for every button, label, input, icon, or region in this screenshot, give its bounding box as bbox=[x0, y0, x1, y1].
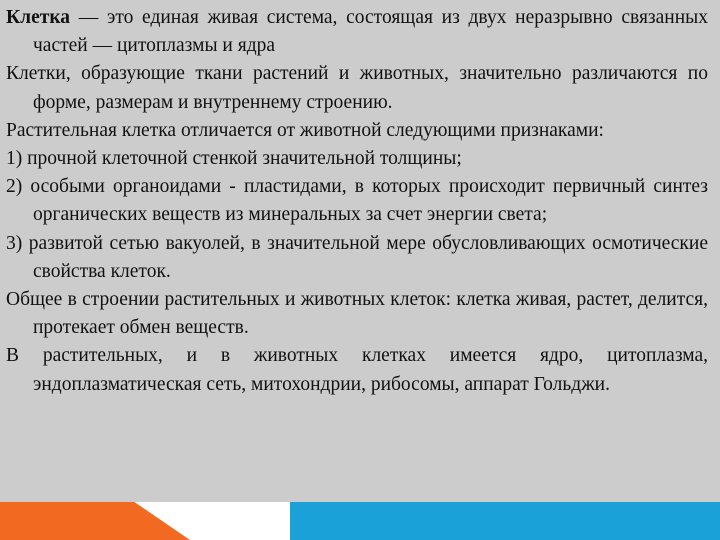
paragraph-text: — это единая живая система, состоящая из двух неразрывно связанных частей — цитоплазмы и ядра bbox=[33, 7, 708, 57]
paragraph-organelles bbox=[6, 342, 708, 398]
list-item-2 bbox=[6, 173, 708, 229]
paragraph-differences-intro bbox=[6, 60, 708, 116]
paragraph-text: 3) развитой сетью вакуолей, в значительной мере обусловливающих осмотические свойства клеток. bbox=[6, 232, 708, 282]
paragraph-plant-cell-features bbox=[6, 117, 708, 145]
list-item-1 bbox=[6, 145, 708, 173]
paragraph-text: 2) особыми органоидами - пластидами, в которых происходит первичный синтез органических веществ из минеральных за счет энергии света; bbox=[6, 176, 708, 226]
paragraph-text: Клетки, образующие ткани растений и животных, значительно различаются по форме, размерам и внутреннему строению. bbox=[6, 63, 708, 113]
list-item-3 bbox=[6, 230, 708, 286]
paragraph-text: Растительная клетка отличается от животной следующими признаками: bbox=[6, 119, 604, 141]
paragraph-definition bbox=[6, 4, 708, 60]
paragraph-common-features bbox=[6, 286, 708, 342]
text-panel-lower bbox=[0, 400, 720, 502]
paragraph-text: В растительных, и в животных клетках имеется ядро, цитоплазма, эндоплазматическая сеть, митохондрии, рибосомы, аппарат Гольджи. bbox=[6, 345, 708, 395]
term-kletka: Клетка bbox=[6, 7, 71, 28]
paragraph-text: Общее в строении растительных и животных клеток: клетка живая, растет, делится, протекает обмен веществ. bbox=[6, 289, 708, 339]
paragraph-text: 1) прочной клеточной стенкой значительной толщины; bbox=[6, 148, 462, 170]
slide-body bbox=[6, 4, 708, 399]
